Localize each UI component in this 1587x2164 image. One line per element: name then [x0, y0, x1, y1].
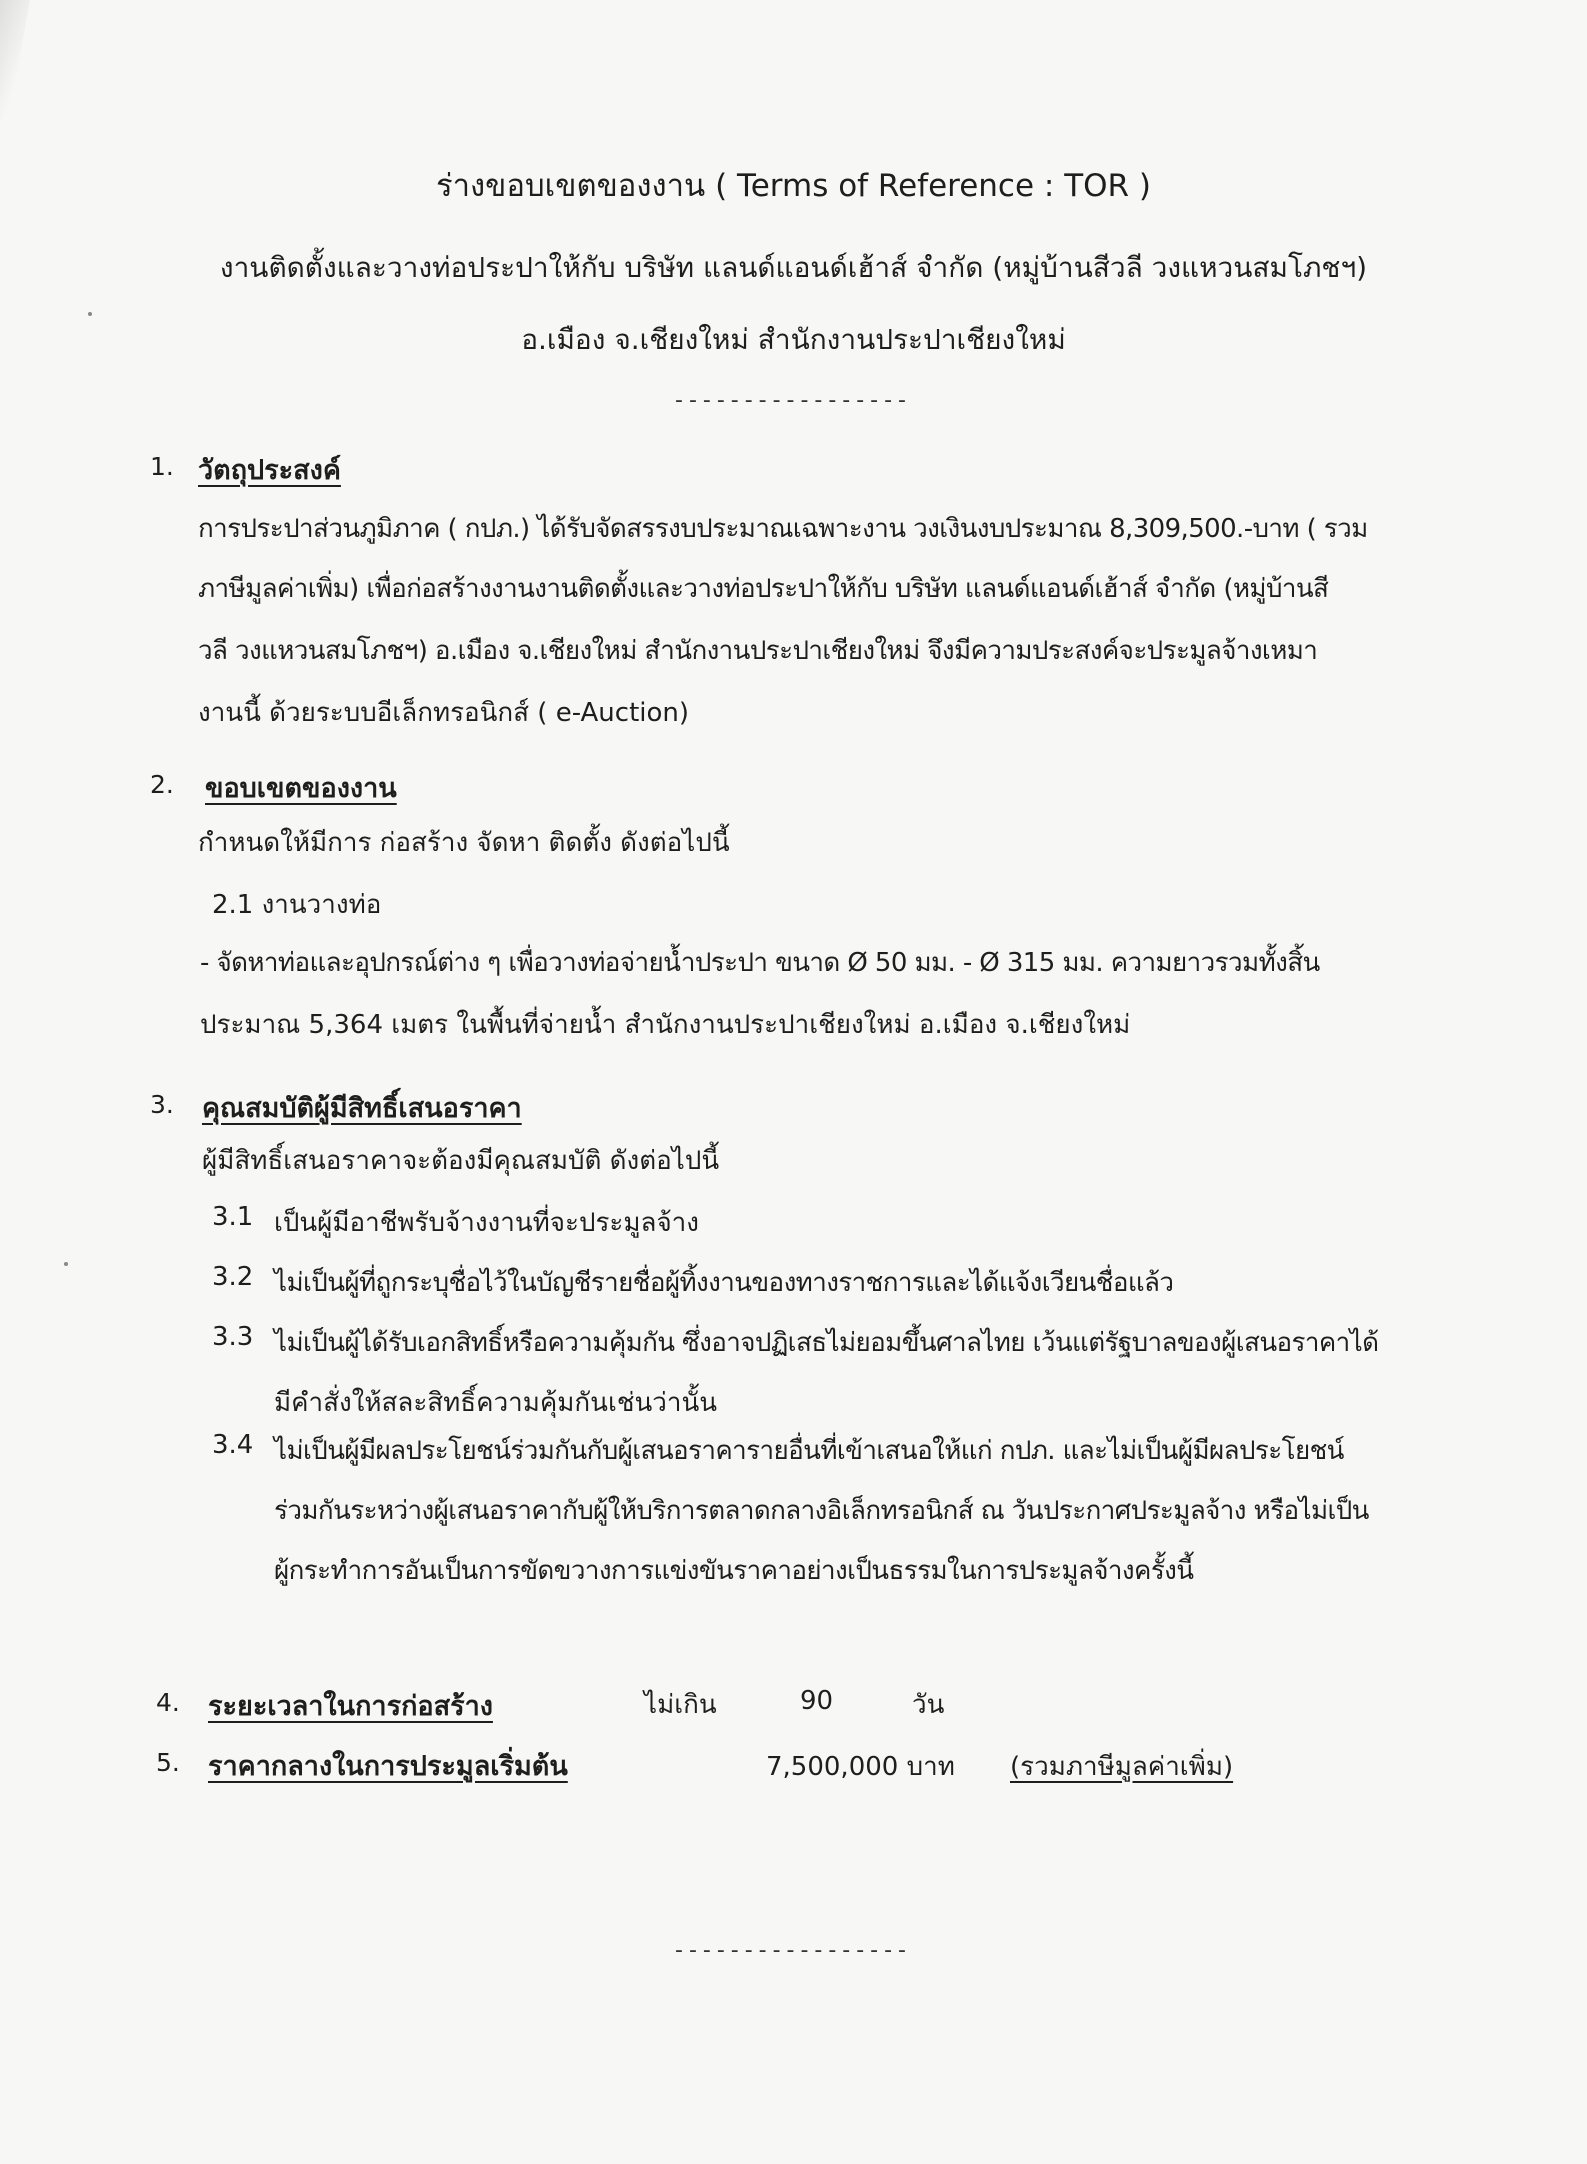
item-3-3-text-line-1: ไม่เป็นผู้ได้รับเอกสิทธิ์หรือความคุ้มกัน ซึ่งอาจปฏิเสธไม่ยอมขึ้นศาลไทย เว้นแต่รัฐบาลของผู้เสนอราคาได้: [274, 1328, 1379, 1358]
section-4-value: 90: [800, 1686, 834, 1716]
section-2-1-label: 2.1 งานวางท่อ: [212, 890, 382, 920]
item-3-3-text-line-2: มีคำสั่งให้สละสิทธิ์ความคุ้มกันเช่นว่านั้น: [274, 1388, 718, 1418]
section-5-heading: ราคากลางในการประมูลเริ่มต้น: [208, 1751, 568, 1782]
document-title: ร่างขอบเขตของงาน ( Terms of Reference : TOR ): [435, 168, 1152, 204]
document-subtitle-line-2: อ.เมือง จ.เชียงใหม่ สำนักงานประปาเชียงใหม่: [521, 323, 1066, 356]
scan-speck: [64, 1262, 68, 1266]
item-3-3-number: 3.3: [212, 1322, 254, 1352]
section-4-number: 4.: [156, 1688, 180, 1717]
scan-speck: [88, 312, 92, 316]
section-5-note: (รวมภาษีมูลค่าเพิ่ม): [1010, 1752, 1234, 1782]
separator-bottom: -----------------: [675, 1938, 912, 1963]
section-2-heading: ขอบเขตของงาน: [205, 773, 397, 804]
separator-top: -----------------: [675, 388, 912, 413]
section-1-line-1: การประปาส่วนภูมิภาค ( กปภ.) ได้รับจัดสรรงบประมาณเฉพาะงาน วงเงินงบประมาณ 8,309,500.-บาท ( รวม: [198, 514, 1368, 544]
section-2-detail-line-1: - จัดหาท่อและอุปกรณ์ต่าง ๆ เพื่อวางท่อจ่ายน้ำประปา ขนาด Ø 50 มม. - Ø 315 มม. ความยาวรวมทั้งสิ้น: [200, 948, 1320, 978]
section-3-number: 3.: [150, 1090, 174, 1119]
section-4-qualifier: ไม่เกิน: [644, 1690, 717, 1720]
item-3-4-number: 3.4: [212, 1430, 254, 1460]
section-1-line-2: ภาษีมูลค่าเพิ่ม) เพื่อก่อสร้างงานงานติดตั้งและวางท่อประปาให้กับ บริษัท แลนด์แอนด์เฮ้าส์ จำกัด (หมู่บ้านสี: [198, 574, 1329, 604]
section-5-number: 5.: [156, 1748, 180, 1777]
item-3-1-number: 3.1: [212, 1202, 254, 1232]
section-3-intro: ผู้มีสิทธิ์เสนอราคาจะต้องมีคุณสมบัติ ดังต่อไปนี้: [202, 1146, 720, 1176]
section-2-number: 2.: [150, 770, 174, 799]
section-1-heading: วัตถุประสงค์: [198, 455, 341, 486]
section-1-number: 1.: [150, 452, 174, 481]
document-subtitle-line-1: งานติดตั้งและวางท่อประปาให้กับ บริษัท แลนด์แอนด์เฮ้าส์ จำกัด (หมู่บ้านสีวลี วงแหวนสมโภชฯ): [219, 251, 1368, 284]
section-1-line-4: งานนี้ ด้วยระบบอีเล็กทรอนิกส์ ( e-Auction): [198, 698, 690, 728]
section-4-heading: ระยะเวลาในการก่อสร้าง: [208, 1691, 493, 1722]
section-5-value: 7,500,000 บาท: [766, 1752, 955, 1782]
section-1-line-3: วลี วงแหวนสมโภชฯ) อ.เมือง จ.เชียงใหม่ สำนักงานประปาเชียงใหม่ จึงมีความประสงค์จะประมูลจ้างเหมา: [198, 636, 1318, 666]
item-3-2-number: 3.2: [212, 1262, 254, 1292]
item-3-4-text-line-3: ผู้กระทำการอันเป็นการขัดขวางการแข่งขันราคาอย่างเป็นธรรมในการประมูลจ้างครั้งนี้: [274, 1556, 1194, 1586]
section-2-intro: กำหนดให้มีการ ก่อสร้าง จัดหา ติดตั้ง ดังต่อไปนี้: [198, 828, 730, 858]
item-3-2-text: ไม่เป็นผู้ที่ถูกระบุชื่อไว้ในบัญชีรายชื่อผู้ทิ้งงานของทางราชการและได้แจ้งเวียนชื่อแล้ว: [274, 1268, 1174, 1298]
section-3-heading: คุณสมบัติผู้มีสิทธิ์เสนอราคา: [202, 1093, 522, 1124]
item-3-4-text-line-2: ร่วมกันระหว่างผู้เสนอราคากับผู้ให้บริการตลาดกลางอิเล็กทรอนิกส์ ณ วันประกาศประมูลจ้าง หรือไม่เป็น: [274, 1496, 1369, 1526]
item-3-1-text: เป็นผู้มีอาชีพรับจ้างงานที่จะประมูลจ้าง: [274, 1208, 699, 1238]
section-4-unit: วัน: [912, 1690, 945, 1720]
section-2-detail-line-2: ประมาณ 5,364 เมตร ในพื้นที่จ่ายน้ำ สำนักงานประปาเชียงใหม่ อ.เมือง จ.เชียงใหม่: [200, 1010, 1131, 1040]
item-3-4-text-line-1: ไม่เป็นผู้มีผลประโยชน์ร่วมกันกับผู้เสนอราคารายอื่นที่เข้าเสนอให้แก่ กปภ. และไม่เป็นผู้มีผลประโยชน์: [274, 1436, 1344, 1466]
